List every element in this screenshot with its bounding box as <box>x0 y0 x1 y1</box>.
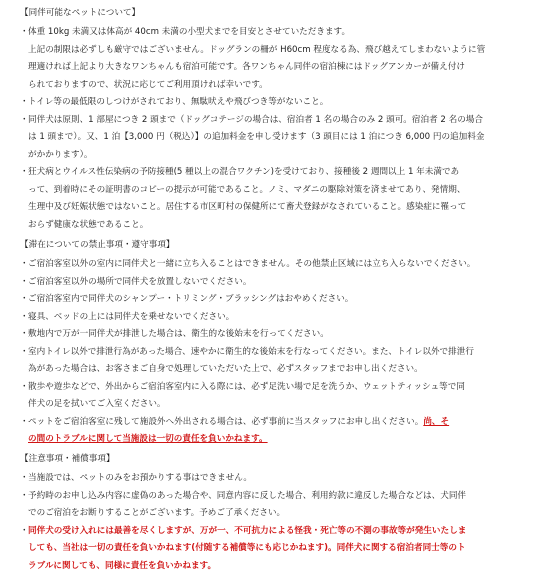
bullet-mark: ・ <box>20 326 28 344</box>
item-text <box>28 94 532 112</box>
list-item <box>20 274 532 292</box>
item-line <box>28 94 532 112</box>
item-text <box>28 24 532 94</box>
item-line <box>28 291 532 309</box>
item-line <box>28 414 532 432</box>
item-text <box>28 256 532 274</box>
list-item <box>20 164 532 234</box>
pet-rules-heading: 【同伴可能なペットについて】 <box>20 6 532 20</box>
item-line <box>28 470 532 488</box>
item-line-text: おらず健康な状態であること。 <box>28 220 148 230</box>
item-line-text: ラブルに関しても、同様に責任を負いかねます。 <box>28 561 216 571</box>
notes-list <box>20 470 532 575</box>
prohibited-heading: 【滞在についての禁止事項・遵守事項】 <box>20 238 532 252</box>
item-text <box>28 344 532 379</box>
item-text <box>28 326 532 344</box>
item-text <box>28 488 532 523</box>
item-line-text: トイレ等の最低限のしつけがされており、無駄吠えや飛びつき等がないこと。 <box>28 97 328 107</box>
item-line <box>28 505 532 523</box>
item-line-text: しても、当社は一切の責任を負いかねます(付随する補償等にも応じかねます)。同伴犬に関する宿泊者同士等のト <box>28 543 466 553</box>
item-line <box>28 164 532 182</box>
item-line <box>28 523 532 541</box>
bullet-mark: ・ <box>20 414 28 432</box>
item-text <box>28 291 532 309</box>
bullet-mark: ・ <box>20 164 28 182</box>
list-item <box>20 112 532 165</box>
item-line <box>28 199 532 217</box>
pet-rules-section <box>20 6 532 234</box>
item-line <box>28 256 532 274</box>
list-item <box>20 523 532 575</box>
item-line <box>28 540 532 558</box>
list-item <box>20 24 532 94</box>
item-line-text: られておりますので、状況に応じてご利用頂ければ幸いです。 <box>28 80 268 90</box>
item-line <box>28 24 532 42</box>
item-line-text: 為があった場合は、お客さまご自身で処理していただいた上で、必ずスタッフまでお申し出ください。 <box>28 364 423 374</box>
item-line <box>28 396 532 414</box>
item-line-text: は 1 頭まで）。又、1 泊【3,000 円（税込）】の追加料金を申し受けます（3 頭目には 1 泊につき 6,000 円の追加料金 <box>28 132 484 142</box>
item-line-text: って、到着時にその証明書のコピーの提示が可能であること。ノミ、マダニの駆除対策を済ませてあり、発情期、 <box>28 185 465 195</box>
item-line-text: ご宿泊客室以外の場所で同伴犬を放置しないでください。 <box>28 277 251 287</box>
item-line-text: ご宿泊客室以外の室内に同伴犬と一緒に立ち入ることはできません。その他禁止区域には立ち入らないでください。 <box>28 259 475 269</box>
item-line-text: がかかります）。 <box>28 150 92 160</box>
list-item <box>20 309 532 327</box>
bullet-mark: ・ <box>20 94 28 112</box>
item-line <box>28 182 532 200</box>
item-line-text: 敷地内で万が一同伴犬が排泄した場合は、衛生的な後始末を行ってください。 <box>28 329 329 339</box>
item-line <box>28 274 532 292</box>
list-item <box>20 256 532 274</box>
list-item <box>20 94 532 112</box>
item-line <box>28 361 532 379</box>
item-text <box>28 309 532 327</box>
item-text <box>28 274 532 292</box>
pet-rules-list <box>20 24 532 234</box>
item-line-text: 狂犬病とウイルス性伝染病の予防接種(5 種以上の混合ワクチン)を受けており、接種後 2 週間以上 1 年未満であ <box>28 167 459 177</box>
item-line-text: 予約時のお申し込み内容に虚偽のあった場合や、同意内容に反した場合、利用約款に違反した場合などは、犬同伴 <box>28 491 466 501</box>
item-line <box>28 59 532 77</box>
bullet-mark: ・ <box>20 523 28 541</box>
item-line <box>28 379 532 397</box>
warning-line: の間のトラブルに関して当施設は一切の責任を負いかねます。 <box>28 431 532 449</box>
bullet-mark: ・ <box>20 488 28 506</box>
bullet-mark: ・ <box>20 112 28 130</box>
item-text <box>28 379 532 414</box>
item-line <box>28 147 532 165</box>
notes-section <box>20 452 532 575</box>
item-line-text: 寝具、ベッドの上には同伴犬を乗せないでください。 <box>28 312 234 322</box>
item-line-text: 当施設では、ペットのみをお預かりする事はできません。 <box>28 473 252 483</box>
bullet-mark: ・ <box>20 344 28 362</box>
list-item <box>20 470 532 488</box>
item-line-text: 散歩や遊歩などで、外出からご宿泊客室内に入る際には、必ず足洗い場で足を洗うか、ウェットティッシュ等で同 <box>28 382 465 392</box>
item-line-text: ご宿泊客室内で同伴犬のシャンプー・トリミング・ブラッシングはおやめください。 <box>28 294 353 304</box>
item-line <box>28 77 532 95</box>
item-line-text: 体重 10kg 未満又は体高が 40cm 未満の小型犬までを目安とさせていただきます。 <box>28 27 350 37</box>
item-line-text: 同伴犬は原則、1 部屋につき 2 頭まで（ドッグコテージの場合は、宿泊者 1 名の場合のみ 2 頭可。宿泊者 2 名の場合 <box>28 115 483 125</box>
prohibited-list <box>20 256 532 449</box>
warning-text: 尚、そ <box>423 417 449 427</box>
bullet-mark: ・ <box>20 379 28 397</box>
bullet-mark: ・ <box>20 291 28 309</box>
item-line-text: ペットをご宿泊客室に残して施設外へ外出される場合は、必ず事前に当スタッフにお申し出ください。 <box>28 417 423 427</box>
item-line-text: 上記の制限は必ずしも厳守ではございません。ドッグランの柵が H60cm 程度なる為、飛び越えてしまわないように管 <box>28 45 485 55</box>
item-text <box>28 470 532 488</box>
bullet-mark: ・ <box>20 256 28 274</box>
item-line-text: 生理中及び妊娠状態ではないこと。居住する市区町村の保健所にて畜犬登録がなされていること。感染症に罹って <box>28 202 466 212</box>
item-line-text: 理適ければ上記より大きなワンちゃんも宿泊可能です。各ワンちゃん同伴の宿泊棟にはドッグアンカーが備え付け <box>28 62 465 72</box>
item-line-text: 伴犬の足を拭いてご入室ください。 <box>28 399 166 409</box>
item-line-text: でのご宿泊をお断りすることがございます。予めご了承ください。 <box>28 508 285 518</box>
item-line <box>28 558 532 575</box>
item-line-text: 室内トイレ以外で排泄行為があった場合、速やかに衛生的な後始末を行なってください。また、トイレ以外で排泄行 <box>28 347 474 357</box>
item-line <box>28 217 532 235</box>
bullet-mark: ・ <box>20 24 28 42</box>
list-item <box>20 326 532 344</box>
item-text <box>28 112 532 165</box>
bullet-mark: ・ <box>20 470 28 488</box>
item-line <box>28 488 532 506</box>
list-item <box>20 291 532 309</box>
list-item <box>20 488 532 523</box>
item-line <box>28 42 532 60</box>
list-item <box>20 414 532 449</box>
prohibited-section <box>20 238 532 449</box>
item-text <box>28 164 532 234</box>
list-item <box>20 379 532 414</box>
item-line <box>28 112 532 130</box>
item-line <box>28 129 532 147</box>
item-line <box>28 344 532 362</box>
item-line-text: 同伴犬の受け入れには最善を尽くしますが、万が一、不可抗力による怪我・死亡等の不測の事故等が発生いたしま <box>28 526 466 536</box>
item-text <box>28 523 532 575</box>
bullet-mark: ・ <box>20 274 28 292</box>
bullet-mark: ・ <box>20 309 28 327</box>
item-text <box>28 414 532 449</box>
item-line <box>28 309 532 327</box>
item-line <box>28 326 532 344</box>
list-item <box>20 344 532 379</box>
notes-heading: 【注意事項・補償事項】 <box>20 452 532 466</box>
